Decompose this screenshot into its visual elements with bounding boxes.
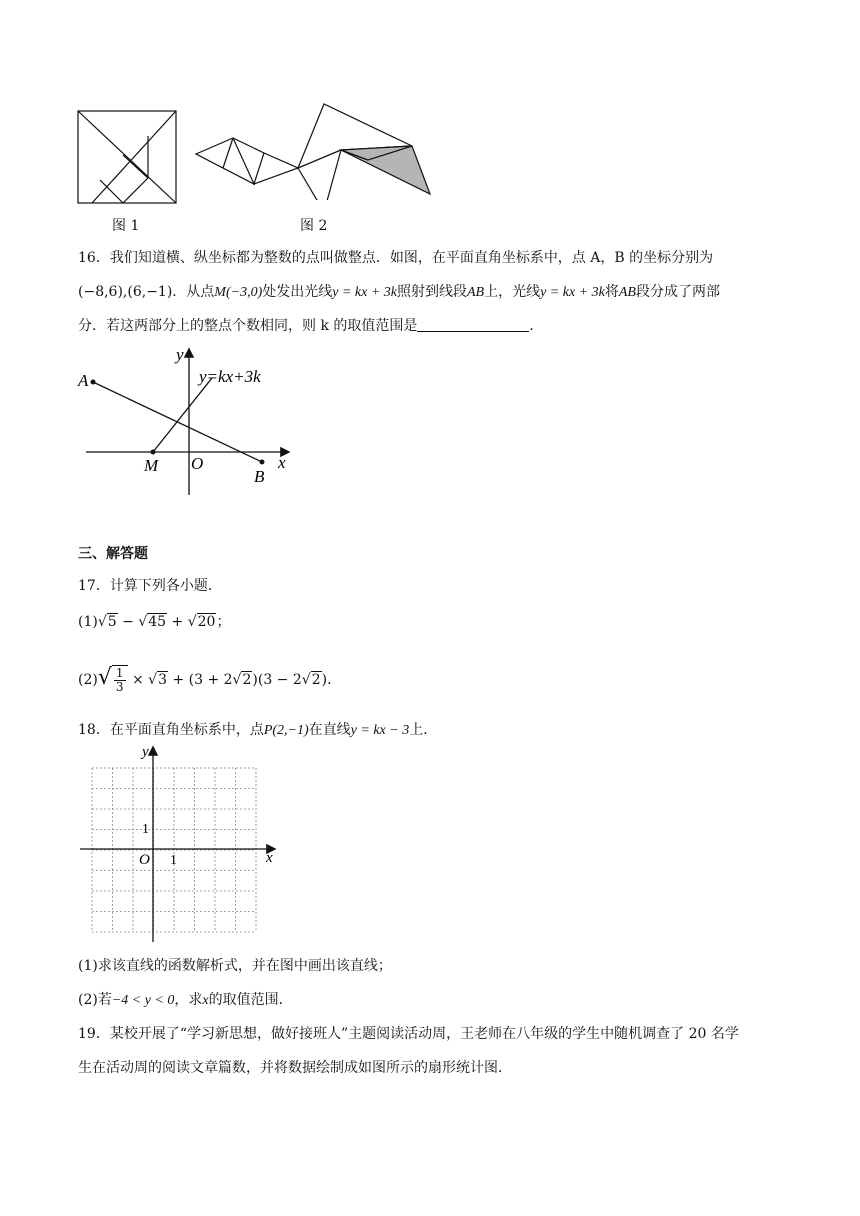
label-B: B	[254, 467, 265, 486]
q18-part2: (2)若−4 < y < 0，求x的取值范围．	[78, 992, 293, 1008]
q18-stem: 18．在平面直角坐标系中，点P(2,−1)在直线y = kx − 3上．	[78, 722, 438, 738]
section3-title: 三、解答题	[78, 546, 148, 562]
q19-line2: 生在活动周的阅读文章篇数，并将数据绘制成如图所示的扇形统计图．	[78, 1060, 512, 1076]
point-M	[151, 450, 156, 455]
label-M: M	[144, 456, 159, 475]
point-B	[260, 460, 265, 465]
tangram-figure-2	[190, 98, 440, 200]
label-y: y	[176, 345, 184, 364]
label-A: A	[78, 371, 89, 390]
q18-grid-figure	[76, 742, 286, 947]
q16-line3: 分．若这两部分上的整点个数相同，则 k 的取值范围是 ．	[78, 318, 544, 334]
label-1-y: 1	[142, 822, 149, 837]
q16-line2: (−8,6),(6,−1)．从点M(−3,0)处发出光线y = kx + 3k照射到线段AB上，光线y = kx + 3k将AB段分成了两部	[78, 284, 720, 300]
point-A	[91, 380, 96, 385]
answer-blank[interactable]	[417, 317, 529, 332]
label-x: x	[266, 850, 273, 866]
label-1-x: 1	[170, 853, 177, 868]
label-y: y	[142, 744, 149, 760]
fig2-caption: 图 2	[300, 218, 328, 234]
line-label: y=kx+3k	[199, 367, 261, 386]
q16-line1: 16．我们知道横、纵坐标都为整数的点叫做整点．如图，在平面直角坐标系中，点 A，B 的坐标分别为	[78, 250, 714, 266]
q16-coordinate-figure	[76, 340, 316, 500]
fig1-caption: 图 1	[112, 218, 140, 234]
label-O: O	[139, 852, 150, 868]
q17-stem: 17．计算下列各小题．	[78, 578, 222, 594]
q18-part1: (1)求该直线的函数解析式，并在图中画出该直线；	[78, 958, 392, 974]
q17-part1: (1)√5 − √45 + √20；	[78, 614, 231, 630]
q17-part2: (2)√ $\frac{1}{3}$ × √3 + (3 + 2√2)(3 − 2√2)．	[78, 665, 342, 694]
label-x: x	[278, 453, 286, 472]
label-O: O	[191, 454, 204, 473]
tangram-figure-1	[72, 105, 184, 210]
q19-line1: 19．某校开展了“学习新思想，做好接班人”主题阅读活动周，王老师在八年级的学生中随机调查了 20 名学	[78, 1026, 739, 1042]
